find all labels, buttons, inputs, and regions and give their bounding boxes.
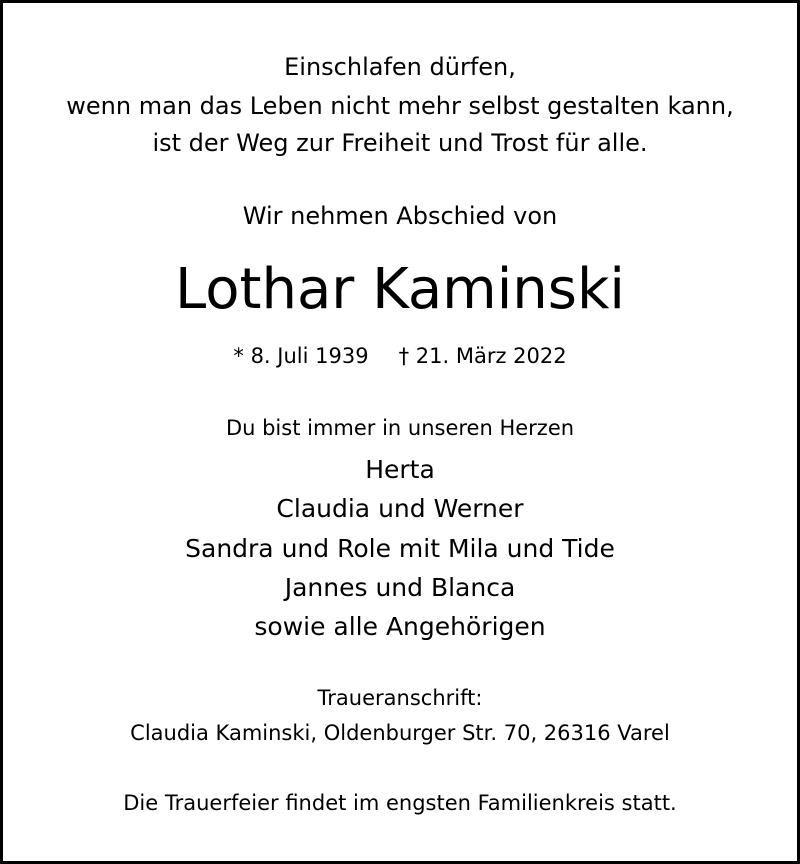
mourner-line: Claudia und Werner <box>276 494 524 523</box>
mourner-line: Herta <box>365 455 435 484</box>
birth-date: * 8. Juli 1939 <box>233 344 369 368</box>
mourner-line: Sandra und Role mit Mila und Tide <box>185 534 615 563</box>
death-date: † 21. März 2022 <box>398 344 567 368</box>
life-dates <box>3 346 797 367</box>
deceased-name: Lothar Kaminski <box>175 257 625 322</box>
dedication: Du bist immer in unseren Herzen <box>225 416 575 440</box>
ceremony-note: Die Trauerfeier findet im engsten Familienkreis statt. <box>123 791 677 815</box>
poem-line-1: Einschlafen dürfen, <box>284 53 516 81</box>
address: Claudia Kaminski, Oldenburger Str. 70, 26316 Varel <box>130 721 670 745</box>
mourner-line: Jannes und Blanca <box>284 573 516 602</box>
address-label: Traueranschrift: <box>317 686 483 710</box>
farewell-intro: Wir nehmen Abschied von <box>242 202 558 230</box>
poem-line-3: ist der Weg zur Freiheit und Trost für alle. <box>152 129 648 157</box>
poem-line-2: wenn man das Leben nicht mehr selbst gestalten kann, <box>66 92 734 120</box>
mourner-line: sowie alle Angehörigen <box>254 612 546 641</box>
